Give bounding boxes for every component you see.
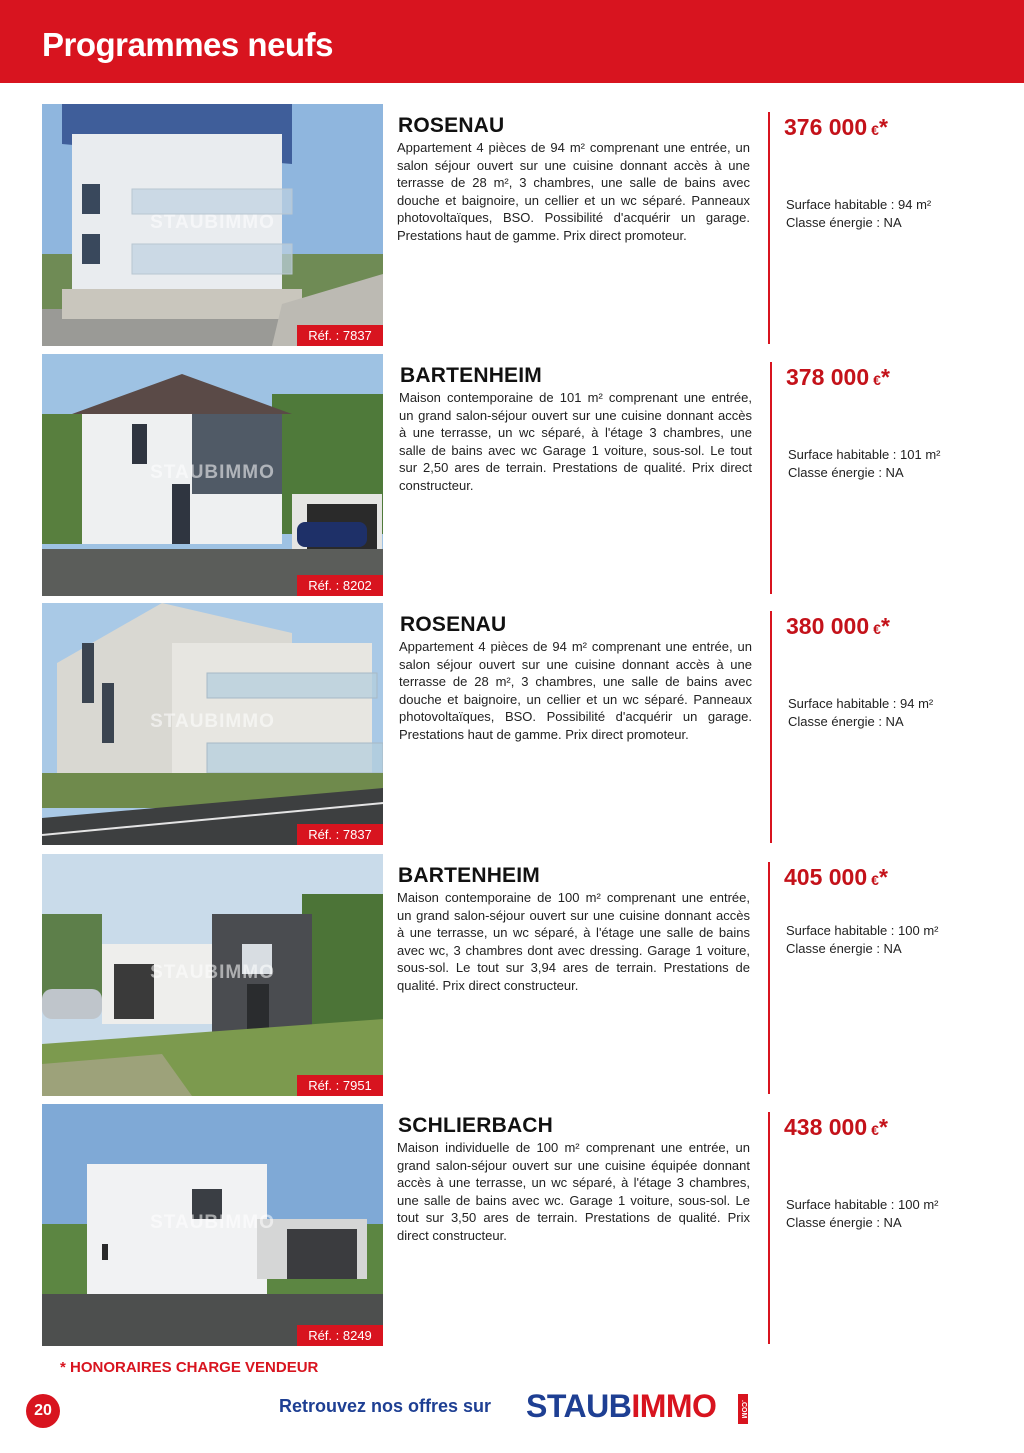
reference-badge: Réf. : 7837: [297, 325, 383, 346]
listing-photo[interactable]: [42, 603, 383, 845]
price-divider: [770, 362, 772, 594]
photo-watermark: STAUBIMMO: [150, 1212, 275, 1233]
listing-details: [788, 446, 940, 482]
energy-class-text: Classe énergie : NA: [786, 941, 902, 956]
listing-card[interactable]: [0, 104, 1024, 346]
listing-card[interactable]: [0, 854, 1024, 1096]
listing-details: [788, 695, 933, 731]
energy-class-text: Classe énergie : NA: [786, 1215, 902, 1230]
price-divider: [768, 862, 770, 1094]
price-asterisk: *: [880, 613, 890, 639]
listing-price: [784, 864, 888, 891]
reference-badge: Réf. : 7837: [297, 824, 383, 845]
listing-price: [786, 364, 890, 391]
energy-class-text: Classe énergie : NA: [788, 465, 904, 480]
reference-badge: Réf. : 8202: [297, 575, 383, 596]
listing-price: [784, 114, 888, 141]
price-value: 380 000: [786, 613, 870, 639]
listing-description: Appartement 4 pièces de 94 m² comprenant une entrée, un salon séjour ouvert sur une cuisine donnant accès à une terrasse de 28 m², 3 chambres, une salle de bains avec douche et baignoire, un cellier et un wc séparé. Panneaux photovoltaïques, BSO. Possibilité d'acquérir un garage. Prestations haut de gamme. Prix direct promoteur.: [397, 140, 750, 243]
reference-badge: Réf. : 8249: [297, 1325, 383, 1346]
listing-details: [786, 922, 938, 958]
price-asterisk: *: [878, 1114, 888, 1140]
listing-photo[interactable]: [42, 104, 383, 346]
listing-city: ROSENAU: [400, 613, 507, 636]
surface-text: Surface habitable : 94 m²: [788, 696, 934, 711]
listing-card[interactable]: [0, 1104, 1024, 1346]
listing-description: Maison contemporaine de 100 m² comprenant une entrée, un grand salon-séjour ouvert sur une cuisine donnant accès à une terrasse, un wc séparé, à l'étage une salle de bains avec wc, 3 chambres dont avec dressing. Garage 1 voiture, sous-sol. Le tout sur 3,94 ares de terrain. Prestations de qualité. Prix direct constructeur.: [397, 890, 750, 993]
photo-watermark: STAUBIMMO: [150, 212, 275, 233]
page-header: [0, 0, 1024, 83]
listing-photo[interactable]: [42, 854, 383, 1096]
staubimmo-logo[interactable]: [526, 1388, 716, 1425]
listing-city: BARTENHEIM: [398, 864, 540, 887]
energy-class-text: Classe énergie : NA: [788, 714, 904, 729]
brand-name-part1: STAUB: [526, 1388, 632, 1424]
page-title: Programmes neufs: [42, 26, 333, 63]
listing-city: SCHLIERBACH: [398, 1114, 554, 1137]
surface-text: Surface habitable : 100 m²: [786, 1197, 939, 1212]
listing-price: [784, 1114, 888, 1141]
listing-city: BARTENHEIM: [400, 364, 542, 387]
listing-card[interactable]: [0, 603, 1024, 845]
surface-text: Surface habitable : 94 m²: [786, 197, 932, 212]
photo-watermark: STAUBIMMO: [150, 962, 275, 983]
price-divider: [768, 112, 770, 344]
surface-text: Surface habitable : 100 m²: [786, 923, 939, 938]
price-asterisk: *: [878, 114, 888, 140]
listing-description: Maison contemporaine de 101 m² comprenant une entrée, un grand salon-séjour ouvert sur une cuisine donnant accès à une terrasse, un wc séparé, à l'étage 3 chambres, une salle de bains avec wc Garage 1 voiture, sous-sol. Le tout sur 2,50 ares de terrain. Prestations de qualité. Prix direct constructeur.: [399, 390, 752, 493]
reference-badge: Réf. : 7951: [297, 1075, 383, 1096]
listing-details: [786, 196, 931, 232]
brand-domain-suffix: .COM: [738, 1394, 748, 1424]
listing-details: [786, 1196, 938, 1232]
price-value: 438 000: [784, 1114, 868, 1140]
website-callout: Retrouvez nos offres sur: [279, 1396, 492, 1416]
listing-card[interactable]: [0, 354, 1024, 596]
price-value: 376 000: [784, 114, 868, 140]
price-asterisk: *: [880, 364, 890, 390]
fees-footnote: * HONORAIRES CHARGE VENDEUR: [60, 1359, 319, 1376]
energy-class-text: Classe énergie : NA: [786, 215, 902, 230]
price-value: 405 000: [784, 864, 868, 890]
price-divider: [768, 1112, 770, 1344]
listing-price: [786, 613, 890, 640]
photo-watermark: STAUBIMMO: [150, 462, 275, 483]
brand-name-part2: IMMO: [631, 1388, 717, 1424]
currency-symbol: €: [873, 621, 881, 637]
photo-watermark: STAUBIMMO: [150, 711, 275, 732]
currency-symbol: €: [871, 122, 879, 138]
price-value: 378 000: [786, 364, 870, 390]
price-asterisk: *: [878, 864, 888, 890]
surface-text: Surface habitable : 101 m²: [788, 447, 941, 462]
price-divider: [770, 611, 772, 843]
currency-symbol: €: [871, 1122, 879, 1138]
listing-description: Maison individuelle de 100 m² comprenant une entrée, un grand salon-séjour ouvert sur une cuisine équipée donnant accès à une terrasse, un wc séparé, à l'étage 3 chambres, une salle de bains avec wc. Garage 1 voiture, sous-sol. Le tout sur 3,50 ares de terrain. Prestations de qualité. Prix direct constructeur.: [397, 1140, 750, 1243]
listing-photo[interactable]: [42, 1104, 383, 1346]
listing-city: ROSENAU: [398, 114, 505, 137]
listing-photo[interactable]: [42, 354, 383, 596]
page-number: 20: [26, 1394, 60, 1428]
currency-symbol: €: [873, 372, 881, 388]
currency-symbol: €: [871, 872, 879, 888]
listing-description: Appartement 4 pièces de 94 m² comprenant une entrée, un salon séjour ouvert sur une cuisine donnant accès à une terrasse de 28 m², 3 chambres, une salle de bains avec douche et baignoire, un cellier et un wc séparé. Panneaux photovoltaïques, BSO. Possibilité d'acquérir un garage. Prestations haut de gamme. Prix direct promoteur.: [399, 639, 752, 742]
